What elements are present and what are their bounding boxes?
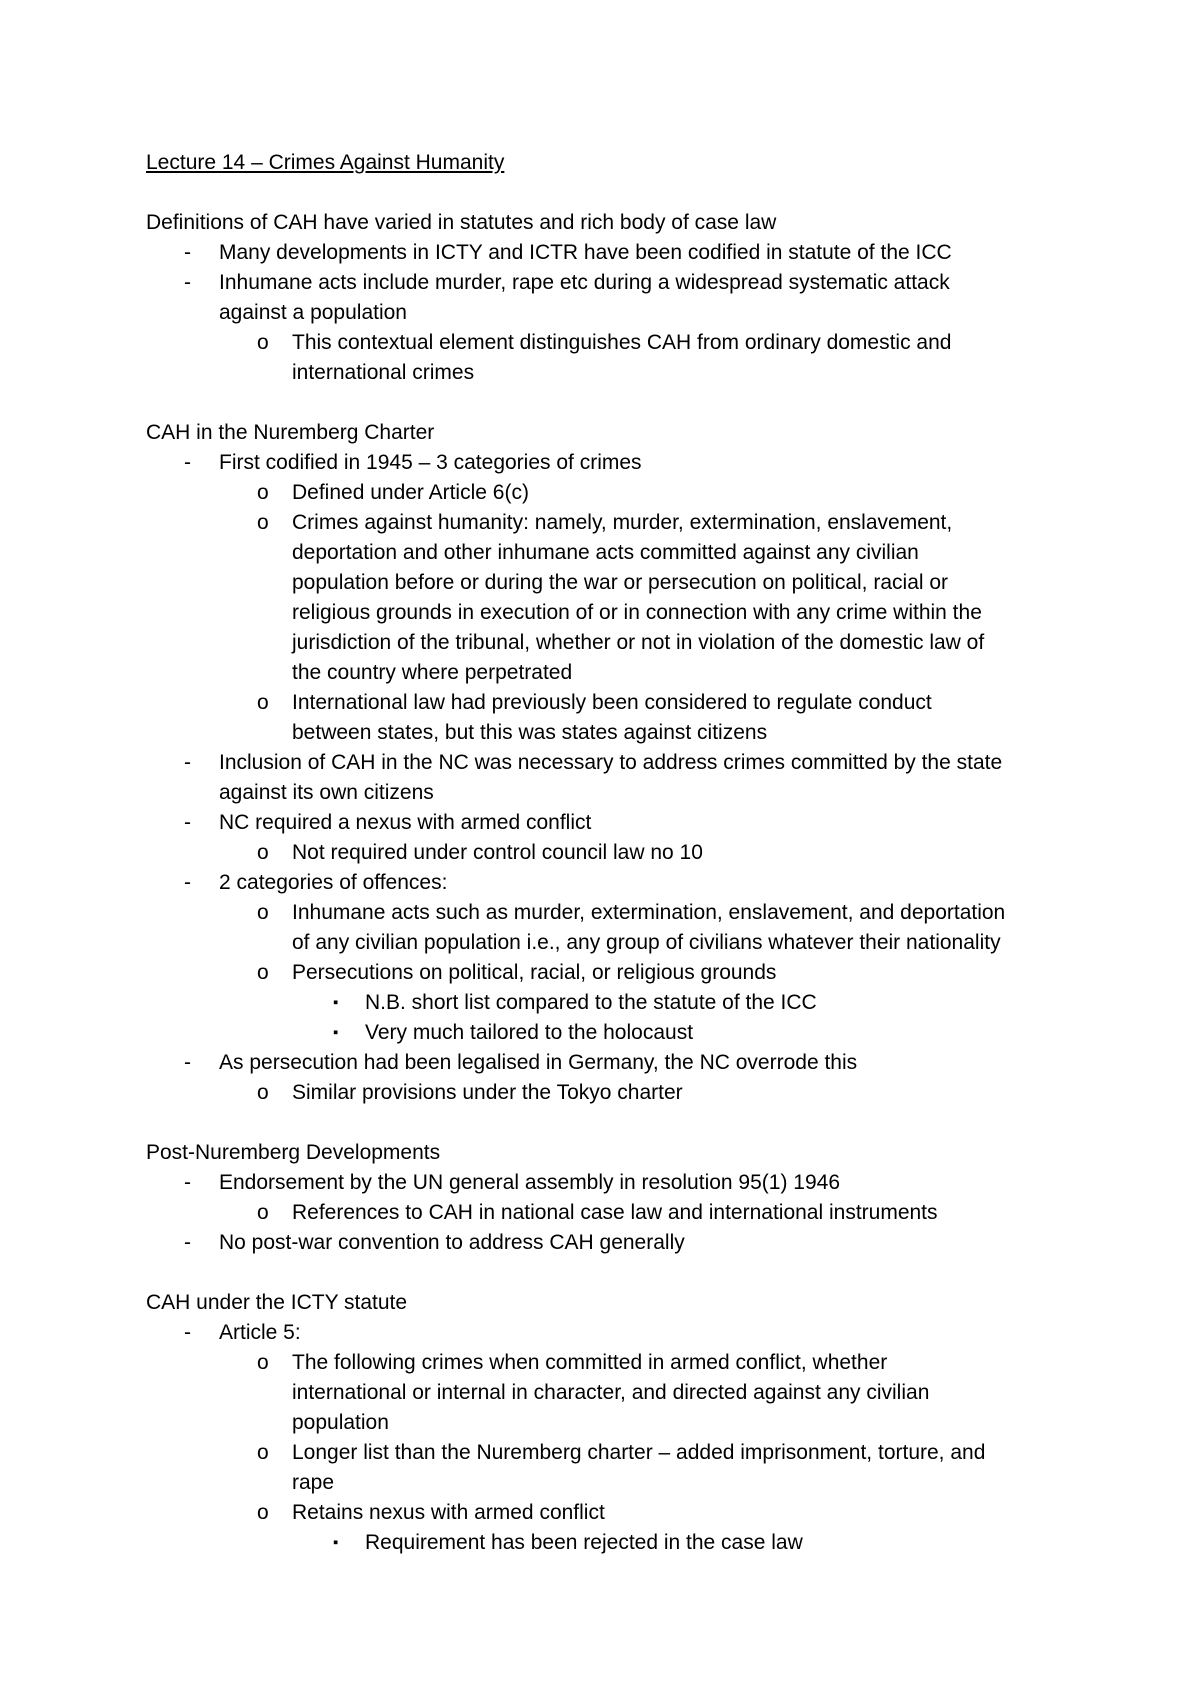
list-item-text: Article 5:: [219, 1321, 301, 1344]
section-heading: CAH in the Nuremberg Charter: [146, 421, 435, 444]
list-item-continuation: [146, 658, 1106, 688]
list-item: [146, 1228, 1106, 1258]
dash-bullet: -: [184, 1321, 191, 1344]
list-item: [146, 1438, 1106, 1468]
list-item: [146, 328, 1106, 358]
dash-bullet: -: [184, 751, 191, 774]
list-item-text: international crimes: [292, 361, 475, 384]
list-item-text: No post-war convention to address CAH generally: [219, 1231, 685, 1254]
list-item-continuation: [146, 298, 1106, 328]
list-item-text: jurisdiction of the tribunal, whether or not in violation of the domestic law of: [292, 631, 985, 654]
circle-bullet-icon: o: [257, 961, 269, 984]
square-bullet-icon: ▪: [333, 1534, 339, 1551]
circle-bullet-icon: o: [257, 691, 269, 714]
list-item-text: This contextual element distinguishes CAH from ordinary domestic and: [292, 331, 952, 354]
list-item-text: Inclusion of CAH in the NC was necessary to address crimes committed by the state: [219, 751, 1003, 774]
circle-bullet-icon: o: [257, 331, 269, 354]
circle-bullet-icon: o: [257, 841, 269, 864]
circle-bullet-icon: o: [257, 1351, 269, 1374]
section-heading: Definitions of CAH have varied in statutes and rich body of case law: [146, 211, 777, 234]
list-item: [146, 238, 1106, 268]
list-item: [146, 268, 1106, 298]
list-item: [146, 958, 1106, 988]
list-item: [146, 1528, 1106, 1558]
list-item-continuation: [146, 598, 1106, 628]
page-title: Lecture 14 – Crimes Against Humanity: [146, 151, 505, 174]
list-item-continuation: [146, 778, 1106, 808]
list-item-text: Inhumane acts include murder, rape etc during a widespread systematic attack: [219, 271, 950, 294]
blank-line: [146, 178, 1106, 208]
list-item: [146, 898, 1106, 928]
list-item-text: Longer list than the Nuremberg charter – added imprisonment, torture, and: [292, 1441, 986, 1464]
list-item: [146, 1168, 1106, 1198]
square-bullet-icon: ▪: [333, 1024, 339, 1041]
list-item: [146, 808, 1106, 838]
list-item-text: against its own citizens: [219, 781, 434, 804]
list-item-text: Many developments in ICTY and ICTR have been codified in statute of the ICC: [219, 241, 952, 264]
list-item-text: Defined under Article 6(c): [292, 481, 529, 504]
list-item-text: Similar provisions under the Tokyo charter: [292, 1081, 683, 1104]
list-item-text: NC required a nexus with armed conflict: [219, 811, 592, 834]
list-item-continuation: [146, 1468, 1106, 1498]
list-item-text: between states, but this was states against citizens: [292, 721, 768, 744]
list-item-text: Inhumane acts such as murder, extermination, enslavement, and deportation: [292, 901, 1006, 924]
dash-bullet: -: [184, 241, 191, 264]
list-item-continuation: [146, 628, 1106, 658]
list-item-text: Requirement has been rejected in the case law: [365, 1531, 803, 1554]
list-item-text: population: [292, 1411, 389, 1434]
dash-bullet: -: [184, 1051, 191, 1074]
circle-bullet-icon: o: [257, 1081, 269, 1104]
list-item: [146, 988, 1106, 1018]
circle-bullet-icon: o: [257, 901, 269, 924]
dash-bullet: -: [184, 451, 191, 474]
list-item: [146, 1498, 1106, 1528]
section: [146, 1138, 1106, 1288]
blank-line: [146, 1108, 1106, 1138]
list-item: [146, 448, 1106, 478]
list-item-text: Endorsement by the UN general assembly in resolution 95(1) 1946: [219, 1171, 841, 1194]
list-item-text: of any civilian population i.e., any group of civilians whatever their nationality: [292, 931, 1001, 954]
dash-bullet: -: [184, 271, 191, 294]
section: [146, 208, 1106, 418]
section: [146, 418, 1106, 1138]
list-item-text: population before or during the war or persecution on political, racial or: [292, 571, 949, 594]
dash-bullet: -: [184, 1231, 191, 1254]
list-item-text: Crimes against humanity: namely, murder, extermination, enslavement,: [292, 511, 953, 534]
list-item-continuation: [146, 1408, 1106, 1438]
list-item-continuation: [146, 928, 1106, 958]
list-item: [146, 868, 1106, 898]
list-item-text: against a population: [219, 301, 407, 324]
list-item-continuation: [146, 538, 1106, 568]
dash-bullet: -: [184, 871, 191, 894]
list-item-text: 2 categories of offences:: [219, 871, 448, 894]
circle-bullet-icon: o: [257, 511, 269, 534]
list-item-text: References to CAH in national case law and international instruments: [292, 1201, 938, 1224]
list-item: [146, 1048, 1106, 1078]
list-item-text: religious grounds in execution of or in connection with any crime within the: [292, 601, 982, 624]
list-item-text: Very much tailored to the holocaust: [365, 1021, 694, 1044]
circle-bullet-icon: o: [257, 481, 269, 504]
circle-bullet-icon: o: [257, 1501, 269, 1524]
list-item-text: Retains nexus with armed conflict: [292, 1501, 605, 1524]
section: [146, 1288, 1106, 1558]
list-item: [146, 1018, 1106, 1048]
blank-line: [146, 1258, 1106, 1288]
list-item-text: rape: [292, 1471, 335, 1494]
document-body: [146, 148, 1106, 1558]
list-item-continuation: [146, 718, 1106, 748]
list-item-text: deportation and other inhumane acts committed against any civilian: [292, 541, 919, 564]
list-item: [146, 688, 1106, 718]
list-item: [146, 1078, 1106, 1108]
circle-bullet-icon: o: [257, 1441, 269, 1464]
dash-bullet: -: [184, 1171, 191, 1194]
list-item: [146, 508, 1106, 538]
list-item-text: N.B. short list compared to the statute of the ICC: [365, 991, 817, 1014]
section-heading: CAH under the ICTY statute: [146, 1291, 408, 1314]
square-bullet-icon: ▪: [333, 994, 339, 1011]
list-item-continuation: [146, 1378, 1106, 1408]
list-item-continuation: [146, 568, 1106, 598]
list-item-text: Not required under control council law no 10: [292, 841, 703, 864]
circle-bullet-icon: o: [257, 1201, 269, 1224]
list-item: [146, 1318, 1106, 1348]
section-heading: Post-Nuremberg Developments: [146, 1141, 441, 1164]
list-item-text: As persecution had been legalised in Germany, the NC overrode this: [219, 1051, 858, 1074]
list-item-text: the country where perpetrated: [292, 661, 573, 684]
list-item-text: The following crimes when committed in armed conflict, whether: [292, 1351, 888, 1374]
list-item-text: First codified in 1945 – 3 categories of crimes: [219, 451, 642, 474]
list-item: [146, 748, 1106, 778]
dash-bullet: -: [184, 811, 191, 834]
list-item-text: Persecutions on political, racial, or religious grounds: [292, 961, 777, 984]
list-item: [146, 838, 1106, 868]
list-item-continuation: [146, 358, 1106, 388]
list-item: [146, 1348, 1106, 1378]
list-item-text: International law had previously been considered to regulate conduct: [292, 691, 932, 714]
sections-container: [146, 208, 1106, 1558]
list-item: [146, 1198, 1106, 1228]
list-item: [146, 478, 1106, 508]
blank-line: [146, 388, 1106, 418]
list-item-text: international or internal in character, and directed against any civilian: [292, 1381, 930, 1404]
